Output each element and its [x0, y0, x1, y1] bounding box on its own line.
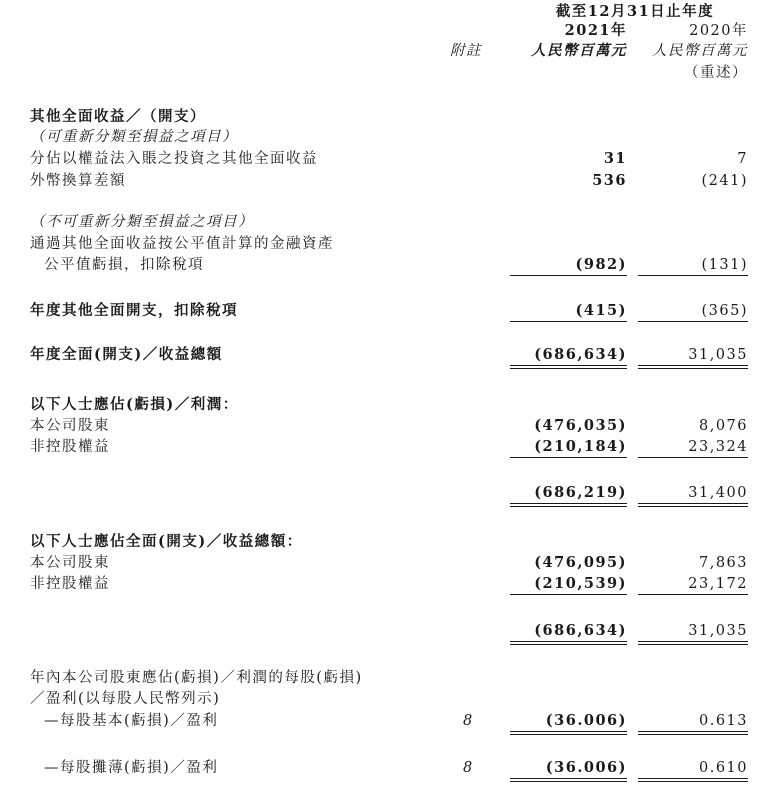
- attr-ci-owners-2020: 7,863: [698, 555, 748, 571]
- attr-ci-owners-label: 本公司股東: [30, 555, 110, 571]
- attr-ci-nci-2020: 23,172: [688, 576, 748, 592]
- attr-ci-total-2020: 31,035: [688, 623, 748, 639]
- underline: [510, 275, 627, 276]
- double-underline: [638, 644, 748, 645]
- attr-ci-total-2021: (686,634): [534, 622, 627, 639]
- double-underline: [510, 778, 627, 779]
- underline: [510, 594, 627, 595]
- eps-diluted-2021: (36.006): [545, 759, 627, 776]
- underline: [638, 594, 748, 595]
- double-underline: [510, 734, 627, 735]
- year-2020-header: 2020年: [689, 23, 748, 39]
- unit-2021-header: 人民幣百萬元: [531, 42, 627, 59]
- year-oci-2020: (365): [701, 303, 748, 319]
- double-underline: [510, 368, 627, 369]
- share-oci-2020: 7: [737, 151, 748, 167]
- double-underline: [510, 781, 627, 782]
- eps-basic-label: —每股基本(虧損)／盈利: [44, 713, 219, 729]
- double-underline: [638, 506, 748, 507]
- total-ci-2021: (686,634): [534, 346, 627, 363]
- eps-diluted-label: —每股攤薄(虧損)／盈利: [44, 760, 219, 776]
- double-underline: [638, 365, 748, 366]
- attr-ci-owners-2021: (476,095): [534, 554, 627, 571]
- eps-diluted-note: 8: [463, 760, 474, 776]
- double-underline: [638, 368, 748, 369]
- fvoci-2021: (982): [575, 256, 627, 273]
- eps-basic-2021: (36.006): [545, 712, 627, 729]
- underline: [510, 457, 627, 458]
- eps-basic-note: 8: [463, 713, 474, 729]
- year-2021-header: 2021年: [564, 22, 627, 39]
- total-ci-2020: 31,035: [688, 347, 748, 363]
- year-oci-2021: (415): [575, 302, 627, 319]
- oci-section-title: 其他全面收益／（開支）: [30, 108, 206, 125]
- fx-diff-2020: (241): [701, 173, 748, 189]
- eps-title-line2: ／盈利(以每股人民幣列示): [30, 691, 221, 707]
- underline: [638, 275, 748, 276]
- double-underline: [638, 778, 748, 779]
- eps-diluted-2020: 0.610: [698, 760, 748, 776]
- double-underline: [510, 503, 627, 504]
- fx-diff-2021: 536: [592, 172, 627, 189]
- attr-profit-nci-2021: (210,184): [534, 438, 627, 455]
- double-underline: [510, 644, 627, 645]
- double-underline: [638, 781, 748, 782]
- double-underline: [638, 641, 748, 642]
- double-underline: [638, 503, 748, 504]
- fvoci-2020: (131): [701, 257, 748, 273]
- attr-ci-nci-label: 非控股權益: [30, 576, 110, 592]
- attr-profit-total-2020: 31,400: [688, 485, 748, 501]
- attr-profit-owners-label: 本公司股東: [30, 418, 110, 434]
- eps-basic-2020: 0.613: [698, 713, 748, 729]
- underline: [510, 321, 627, 322]
- underline: [638, 457, 748, 458]
- attr-ci-nci-2021: (210,539): [534, 575, 627, 592]
- attr-profit-owners-2021: (476,035): [534, 417, 627, 434]
- attr-ci-title: 以下人士應佔全面(開支)／收益總額：: [30, 533, 303, 550]
- total-ci-label: 年度全面(開支)／收益總額: [30, 346, 223, 363]
- period-header: 截至12月31日止年度: [555, 3, 715, 20]
- attr-profit-title: 以下人士應佔(虧損)／利潤：: [30, 396, 239, 413]
- fvoci-label-line2: 公平值虧損，扣除稅項: [44, 257, 204, 273]
- reclass-label: （可重新分類至損益之項目）: [30, 129, 238, 145]
- notes-header: 附註: [450, 43, 482, 59]
- share-oci-label: 分佔以權益法入賬之投資之其他全面收益: [30, 151, 318, 167]
- eps-title-line1: 年內本公司股東應佔(虧損)／利潤的每股(虧損): [30, 670, 363, 686]
- double-underline: [638, 731, 748, 732]
- fvoci-label-line1: 通過其他全面收益按公平值計算的金融資產: [30, 236, 334, 252]
- year-oci-label: 年度其他全面開支，扣除稅項: [30, 302, 238, 319]
- restated-label: （重述）: [684, 65, 748, 81]
- double-underline: [510, 641, 627, 642]
- nonreclass-label: （不可重新分類至損益之項目）: [30, 214, 254, 230]
- attr-profit-total-2021: (686,219): [534, 484, 627, 501]
- double-underline: [638, 734, 748, 735]
- attr-profit-nci-label: 非控股權益: [30, 439, 110, 455]
- unit-2020-header: 人民幣百萬元: [652, 43, 748, 59]
- underline: [638, 321, 748, 322]
- double-underline: [510, 365, 627, 366]
- double-underline: [510, 731, 627, 732]
- attr-profit-nci-2020: 23,324: [688, 439, 748, 455]
- share-oci-2021: 31: [603, 150, 627, 167]
- attr-profit-owners-2020: 8,076: [698, 418, 748, 434]
- double-underline: [510, 506, 627, 507]
- fx-diff-label: 外幣換算差額: [30, 173, 126, 189]
